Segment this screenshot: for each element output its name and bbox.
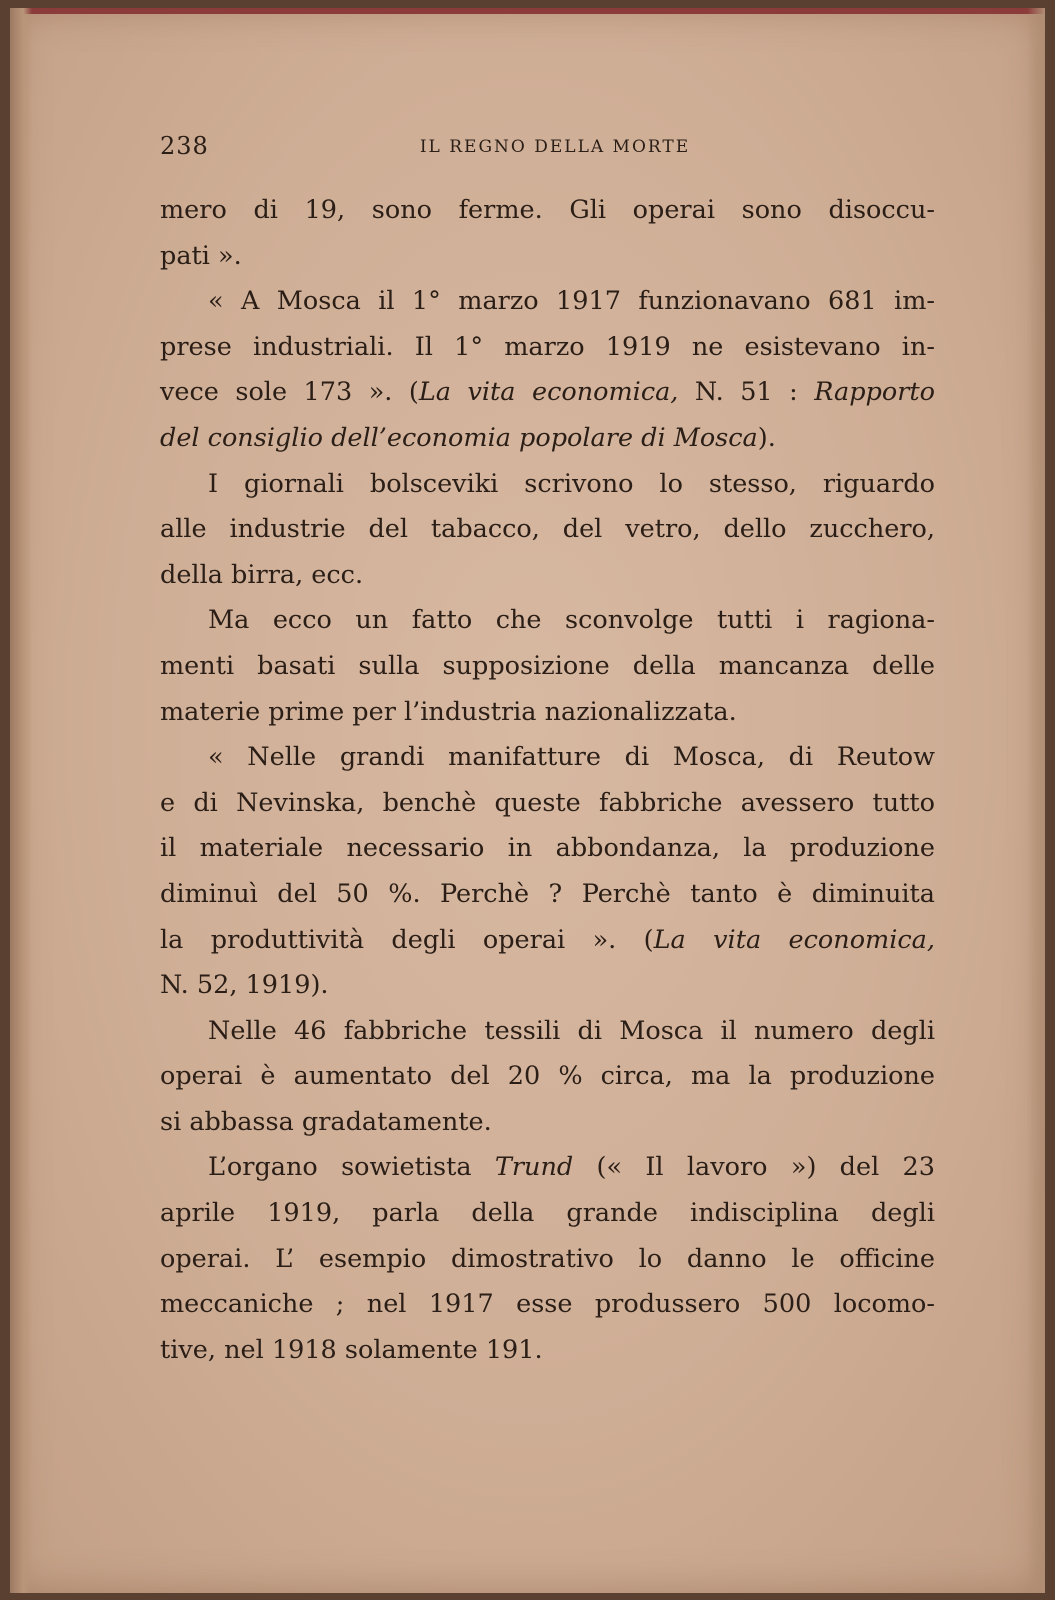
text-segment: (« Il lavoro ») del 23 xyxy=(573,1152,936,1183)
text-segment: « Nelle grandi manifatture di Mosca, di Reutow xyxy=(208,742,935,773)
text-segment: L’organo sowietista xyxy=(208,1152,495,1183)
text-line xyxy=(160,1100,935,1146)
text-segment: « A Mosca il 1° marzo 1917 funzionavano 681 im- xyxy=(208,286,935,317)
text-line xyxy=(160,1191,935,1237)
text-segment: ). xyxy=(757,422,776,453)
italic-text: Trund xyxy=(494,1152,574,1183)
text-segment: della birra, ecc. xyxy=(160,559,364,590)
text-segment: operai. L’ esempio dimostrativo lo danno le officine xyxy=(160,1243,935,1274)
text-line xyxy=(160,416,935,462)
text-segment: alle industrie del tabacco, del vetro, dello zucchero, xyxy=(160,514,935,545)
text-line xyxy=(160,188,935,234)
text-line xyxy=(160,598,935,644)
text-line xyxy=(160,279,935,325)
text-segment: diminuì del 50 %. Perchè ? Perchè tanto è diminuita xyxy=(160,878,935,909)
body-text xyxy=(160,188,935,1373)
text-line xyxy=(160,1328,935,1374)
text-line xyxy=(160,690,935,736)
text-segment: la produttività degli operai ». ( xyxy=(160,924,654,955)
text-line xyxy=(160,963,935,1009)
page-header xyxy=(160,132,950,164)
text-segment: Ma ecco un fatto che sconvolge tutti i ragiona- xyxy=(208,605,935,636)
text-segment: Nelle 46 fabbriche tessili di Mosca il numero degli xyxy=(208,1015,935,1046)
text-line xyxy=(160,370,935,416)
text-line xyxy=(160,918,935,964)
text-line xyxy=(160,872,935,918)
text-segment: N. 51 : xyxy=(678,377,815,408)
text-line xyxy=(160,781,935,827)
text-segment: prese industriali. Il 1° marzo 1919 ne esistevano in- xyxy=(160,331,935,362)
text-line xyxy=(160,1282,935,1328)
text-segment: e di Nevinska, benchè queste fabbriche avessero tutto xyxy=(160,787,935,818)
text-segment: meccaniche ; nel 1917 esse produssero 500 locomo- xyxy=(160,1289,935,1320)
italic-text: La vita economica, xyxy=(418,377,679,408)
text-line xyxy=(160,1237,935,1283)
text-line xyxy=(160,553,935,599)
text-line xyxy=(160,1009,935,1055)
text-segment: vece sole 173 ». ( xyxy=(160,377,419,408)
text-segment: tive, nel 1918 solamente 191. xyxy=(160,1334,543,1365)
text-segment: operai è aumentato del 20 % circa, ma la produzione xyxy=(160,1061,935,1092)
text-line xyxy=(160,826,935,872)
page-number: 238 xyxy=(160,132,209,160)
text-line xyxy=(160,325,935,371)
text-line xyxy=(160,644,935,690)
text-segment: materie prime per l’industria nazionalizzata. xyxy=(160,696,737,727)
text-segment: N. 52, 1919). xyxy=(160,970,329,1001)
text-segment: aprile 1919, parla della grande indisciplina degli xyxy=(160,1198,935,1229)
italic-text: La vita economica, xyxy=(653,924,935,955)
text-segment: menti basati sulla supposizione della mancanza delle xyxy=(160,650,935,681)
text-line xyxy=(160,1054,935,1100)
book-page xyxy=(10,8,1045,1593)
text-segment: mero di 19, sono ferme. Gli operai sono disoccu- xyxy=(160,195,935,225)
page-left-edge xyxy=(10,8,32,1593)
page-right-edge xyxy=(1027,8,1045,1593)
text-segment: si abbassa gradatamente. xyxy=(160,1106,492,1137)
text-line xyxy=(160,1145,935,1191)
text-line xyxy=(160,234,935,280)
text-segment: il materiale necessario in abbondanza, la produzione xyxy=(160,833,935,864)
text-line xyxy=(160,462,935,508)
text-segment: pati ». xyxy=(160,240,242,271)
running-head: IL REGNO DELLA MORTE xyxy=(419,137,691,157)
italic-text: del consiglio dell’economia popolare di Mosca xyxy=(160,422,758,453)
text-line xyxy=(160,735,935,781)
page-top-edge xyxy=(10,8,1045,14)
text-segment: I giornali bolsceviki scrivono lo stesso, riguardo xyxy=(208,468,935,499)
text-line xyxy=(160,507,935,553)
italic-text: Rapporto xyxy=(814,377,935,408)
